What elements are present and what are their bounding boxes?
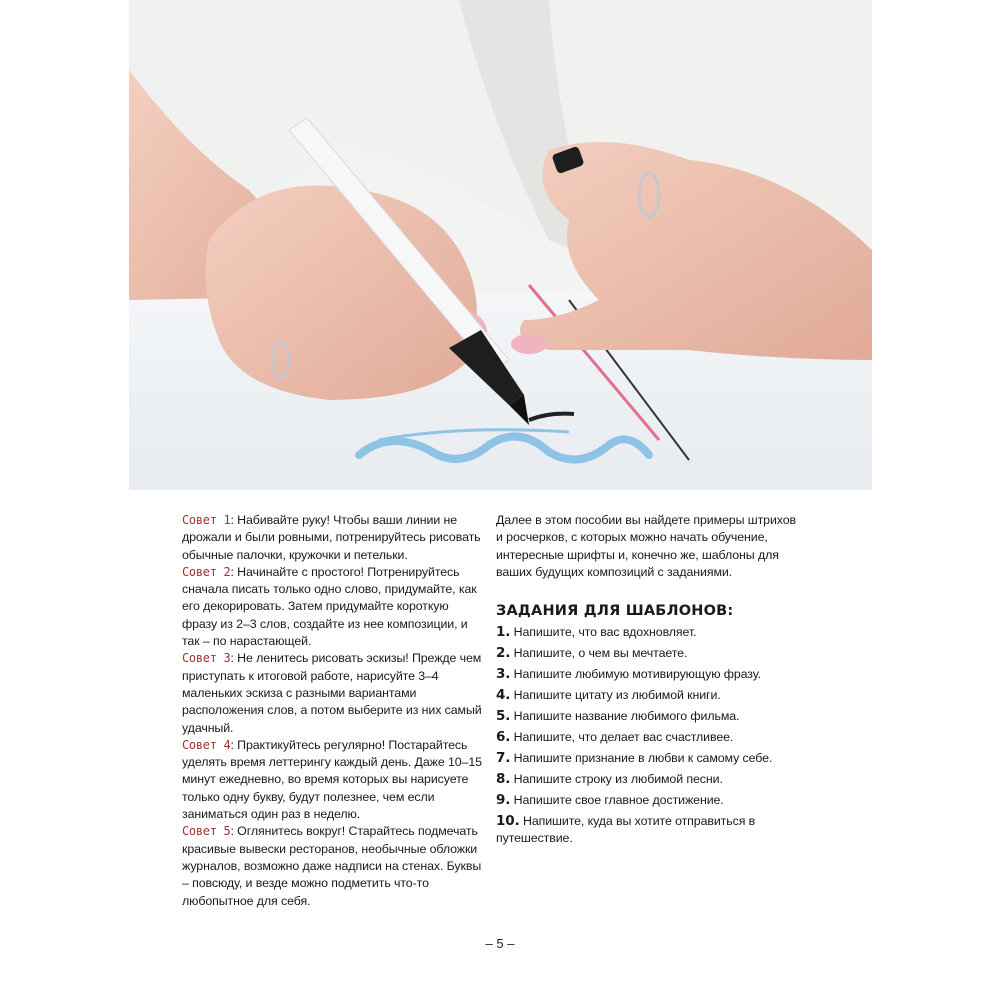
tip-2 [182,564,482,650]
task-item [496,708,796,725]
task-number: 10. [496,812,520,829]
tip-text: : Набивайте руку! Чтобы ваши линии не дрожали и были ровными, потренируйтесь рисовать обычные палочки, кружочки и петельки. [182,513,481,562]
task-text: Напишите признание в любви к самому себе. [513,750,773,765]
task-number: 8. [496,770,511,787]
task-number: 5. [496,708,511,725]
tip-5 [182,823,482,909]
tip-text: : Не ленитесь рисовать эскизы! Прежде чем приступать к итоговой работе, нарисуйте 3–4 маленьких эскиза с разными вариантами расположения слов, а потом выберите из них самый удачный. [182,651,482,735]
lettering-photo [129,0,872,490]
tip-text: : Начинайте с простого! Потренируйтесь сначала писать только одно слово, придумайте, как его декорировать. Затем придумайте короткую фразу из 2–3 слов, создайте из нее композиции, и так – по нарастающей. [182,564,477,649]
task-item [496,666,796,683]
tip-3 [182,650,482,736]
task-text: Напишите цитату из любимой книги. [513,688,721,703]
task-number: 6. [496,728,511,745]
tasks-column [496,512,796,851]
task-item [496,624,796,641]
task-text: Напишите, что делает вас счастливее. [513,729,734,744]
task-number: 7. [496,749,511,766]
tip-1 [182,512,482,564]
tip-label: Совет 4 [182,737,231,752]
tip-4 [182,737,482,823]
task-item [496,813,796,848]
task-number: 3. [496,666,511,683]
task-text: Напишите, о чем вы мечтаете. [513,646,688,661]
task-item [496,687,796,704]
tip-label: Совет 5 [182,824,231,839]
task-item [496,771,796,788]
task-number: 2. [496,645,511,662]
task-text: Напишите название любимого фильма. [513,709,740,724]
tip-label: Совет 2 [182,564,231,579]
tasks-heading: ЗАДАНИЯ ДЛЯ ШАБЛОНОВ: [496,603,734,620]
task-number: 9. [496,791,511,808]
tip-text: : Оглянитесь вокруг! Старайтесь подмечать красивые вывески ресторанов, необычные обложки журналов, возможно даже надписи на стенах. Буквы – повсюду, и везде можно подметить что-то любопытное для себя. [182,824,482,908]
task-item [496,729,796,746]
tip-label: Совет 1 [182,513,231,527]
task-item [496,645,796,662]
tip-label: Совет 3 [182,651,231,666]
task-number: 4. [496,687,511,704]
tip-text: : Практикуйтесь регулярно! Постарайтесь уделять время леттерингу каждый день. Даже 10–15 минут ежедневно, во время которых вы нарисуете только одну букву, будут полезнее, чем если заниматься один раз в неделю. [182,737,482,822]
task-text: Напишите, что вас вдохновляет. [513,625,697,640]
intro-paragraph: Далее в этом пособии вы найдете примеры штрихов и росчерков, с которых можно начать обучение, интересные шрифты и, конечно же, шаблоны для ваших будущих композиций с заданиями. [496,513,797,579]
task-item [496,750,796,767]
task-text: Напишите свое главное достижение. [513,792,724,807]
task-item [496,792,796,809]
task-text: Напишите строку из любимой песни. [513,771,723,786]
task-text: Напишите любимую мотивирующую фразу. [513,667,761,682]
page-number: – 5 – [485,936,515,951]
task-text: Напишите, куда вы хотите отправиться в путешествие. [496,813,756,845]
task-number: 1. [496,624,511,641]
tips-column [182,512,482,910]
